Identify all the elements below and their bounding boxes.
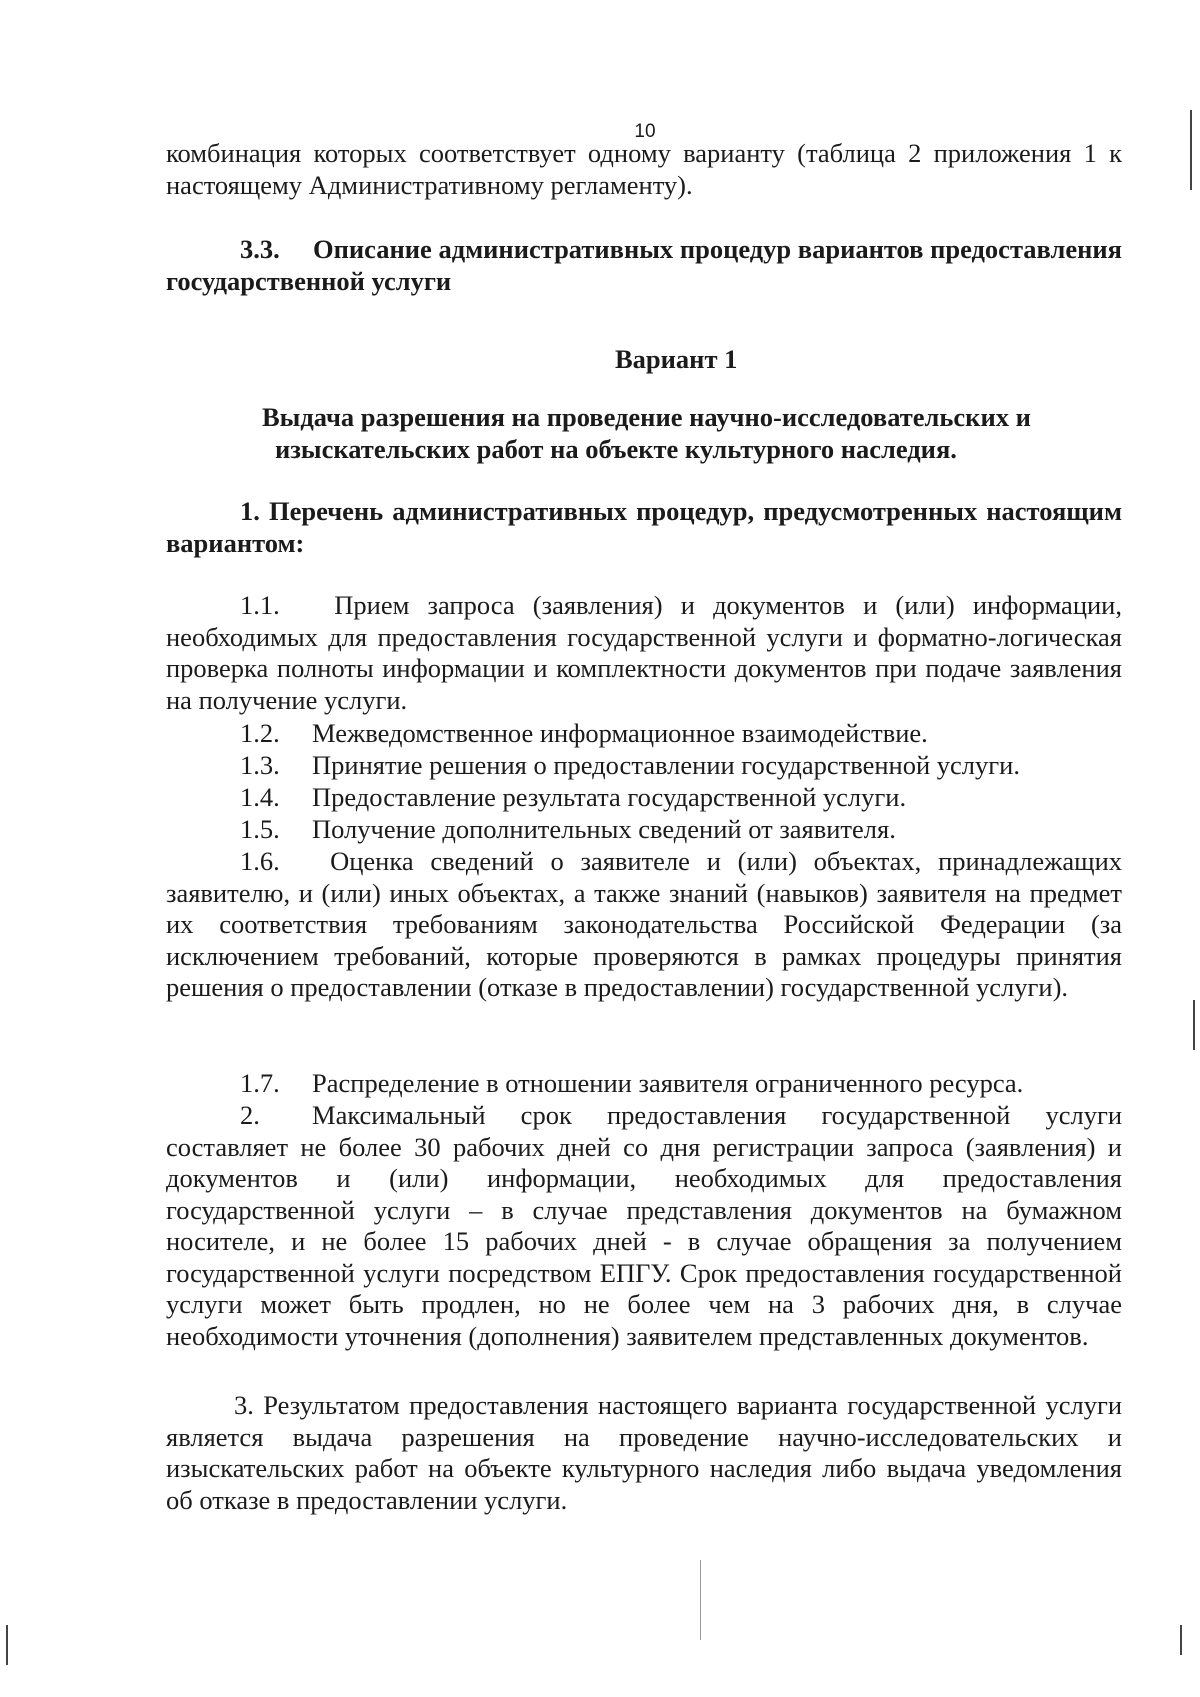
paragraph-3-text: 3. Результатом предоставления настоящего варианта государственной услуги является выдача разрешения на проведение научно-исследовательских и изыскательских работ на объекте культурного наследия либо выдача уведомления об отказе в предоставлении услуги. — [166, 1390, 1122, 1515]
procedure-item-7 — [166, 1068, 1122, 1100]
paragraph-2 — [166, 1100, 1122, 1352]
procedure-item-number: 1.2. — [240, 718, 280, 748]
scan-edge-mark — [1190, 110, 1192, 190]
variant-title: Вариант 1 — [615, 344, 738, 374]
paragraph-2-number: 2. — [240, 1100, 260, 1130]
scan-edge-mark — [1193, 1000, 1195, 1050]
procedure-item-number: 1.6. — [240, 846, 280, 876]
procedure-item-6 — [166, 846, 1122, 1004]
procedure-item-number: 1.3. — [240, 750, 280, 780]
section-heading — [166, 234, 1122, 297]
page-number: 10 — [634, 121, 656, 142]
variant-subtitle-line1: Выдача разрешения на проведение научно-исследовательских и — [262, 402, 1031, 432]
paragraph-3 — [166, 1390, 1122, 1516]
procedures-heading-text: 1. Перечень административных процедур, предусмотренных настоящим вариантом: — [166, 496, 1122, 558]
section-heading-number: 3.3. — [240, 234, 280, 264]
procedure-item-text: Принятие решения о предоставлении государственной услуги. — [312, 750, 1020, 780]
scan-edge-mark — [6, 1625, 8, 1665]
procedures-heading — [166, 496, 1122, 559]
procedure-item-text: Прием запроса (заявления) и документов и (или) информации, необходимых для предоставления государственной услуги и форматно-логическая проверка полноты информации и комплектности документов при подаче заявления на получение услуги. — [166, 590, 1122, 715]
scan-edge-mark — [1180, 1625, 1182, 1655]
procedure-item-number: 1.5. — [240, 814, 280, 844]
procedure-item-text: Предоставление результата государственной услуги. — [312, 782, 907, 812]
procedure-item-4 — [166, 782, 1122, 814]
procedure-item-number: 1.1. — [240, 590, 280, 620]
procedure-item-text: Получение дополнительных сведений от заявителя. — [312, 814, 896, 844]
paragraph-2-text: Максимальный срок предоставления государственной услуги составляет не более 30 рабочих дней со дня регистрации запроса (заявления) и документов и (или) информации, необходимых для предоставления государственной услуги – в случае представления документов на бумажном носителе, и не более 15 рабочих дней - в случае обращения за получением государственной услуги посредством ЕПГУ. Срок предоставления государственной услуги может быть продлен, но не более чем на 3 рабочих дня, в случае необходимости уточнения (дополнения) заявителем представленных документов. — [166, 1100, 1122, 1351]
procedure-item-1 — [166, 590, 1122, 716]
section-heading-text: Описание административных процедур вариантов предоставления государственной услуги — [166, 234, 1123, 296]
procedure-item-3 — [166, 750, 1122, 782]
scan-edge-mark — [700, 1560, 701, 1640]
procedure-item-text: Оценка сведений о заявителе и (или) объектах, принадлежащих заявителю, и (или) иных объектах, а также знаний (навыков) заявителя на предмет их соответствия требованиям законодательства Российской Федерации (за исключением требований, которые проверяются в рамках процедуры принятия решения о предоставлении (отказе в предоставлении) государственной услуги). — [166, 846, 1122, 1002]
procedure-item-text: Межведомственное информационное взаимодействие. — [312, 718, 928, 748]
procedure-item-text: Распределение в отношении заявителя ограниченного ресурса. — [312, 1068, 1024, 1098]
procedure-item-2 — [166, 718, 1122, 750]
intro-paragraph: комбинация которых соответствует одному варианту (таблица 2 приложения 1 к настоящему Административному регламенту). — [166, 138, 1122, 200]
procedure-item-5 — [166, 814, 1122, 846]
variant-subtitle-line2: изыскательских работ на объекте культурного наследия. — [275, 434, 957, 464]
procedure-item-number: 1.7. — [240, 1068, 280, 1098]
procedure-item-number: 1.4. — [240, 782, 280, 812]
